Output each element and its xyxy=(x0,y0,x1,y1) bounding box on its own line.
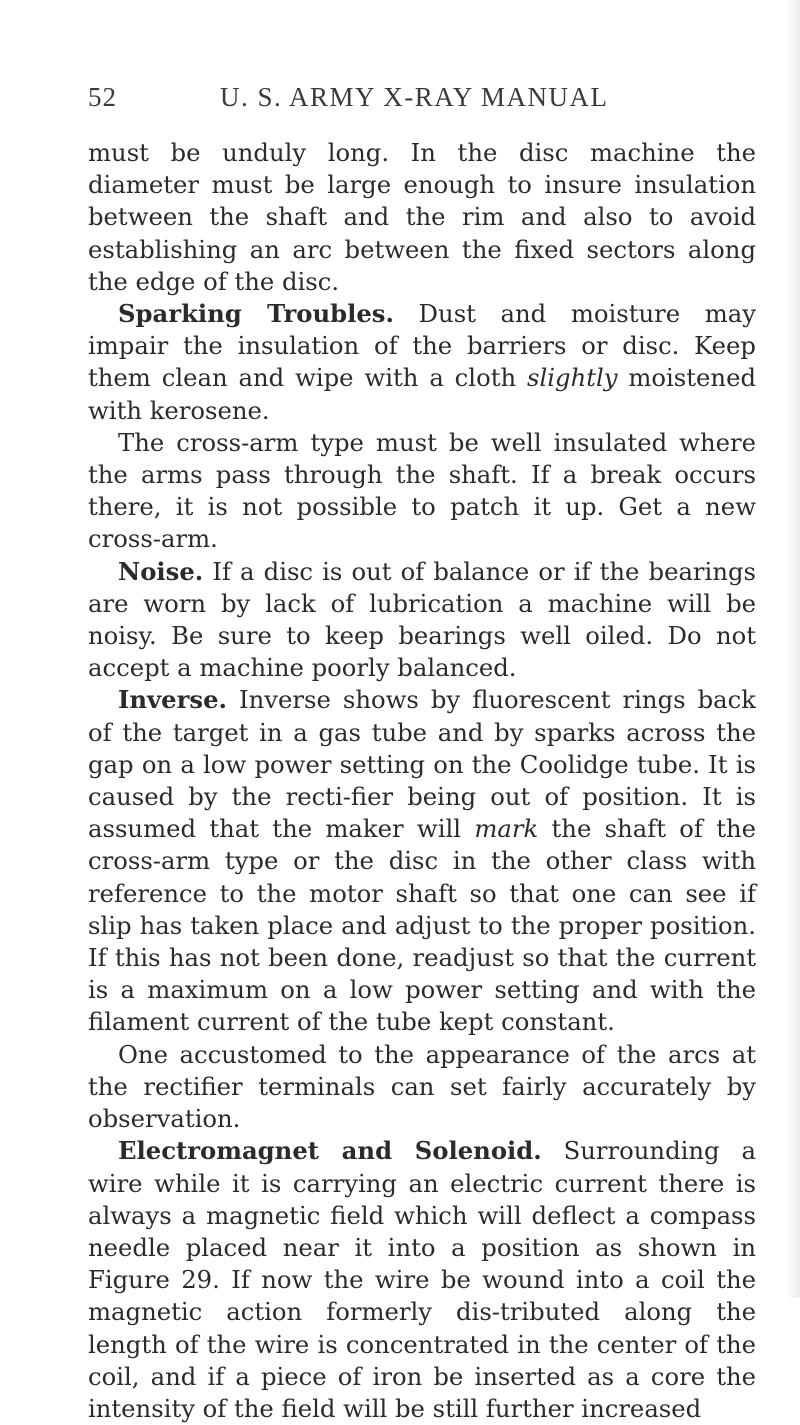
paragraph-sparking-troubles xyxy=(88,298,756,427)
page-number: 52 xyxy=(88,82,117,112)
paragraph-4-text: If a disc is out of balance or if the bearings are worn by lack of lubrication a machine will be noisy. Be sure to keep bearings well oiled. Do not accept a machine poorly balanced. xyxy=(88,556,756,683)
paragraph-observation xyxy=(88,1039,756,1136)
heading-electromagnet: Electromagnet and Solenoid. xyxy=(118,1136,542,1166)
paragraph-1-text: must be unduly long. In the disc machine the diameter must be large enough to insure insulation between the shaft and the rim and also to avoid establishing an arc between the fixed sectors along the edge of the disc. xyxy=(88,138,756,296)
paragraph-5-italic: mark xyxy=(474,814,539,844)
paragraph-2-text-b: moistened with kerosene. xyxy=(88,363,756,425)
paragraph-3-text: The cross-arm type must be well insulated where the arms pass through the shaft. If a break occurs there, it is not possible to patch it up. Get a new cross-arm. xyxy=(88,427,756,554)
running-header xyxy=(88,82,755,116)
heading-noise: Noise. xyxy=(118,556,204,586)
heading-sparking-troubles: Sparking Troubles. xyxy=(118,299,394,329)
paragraph-5-text-b: the shaft of the cross-arm type or the disc in the other class with reference to the motor shaft so that one can see if slip has taken place and adjust to the proper position. If this has not been done, readjust so that the current is a maximum on a low power setting and with the filament current of the tube kept constant. xyxy=(88,814,756,1037)
running-title: U. S. ARMY X-RAY MANUAL xyxy=(220,82,609,112)
paragraph-1 xyxy=(88,137,756,298)
paragraph-2-italic: slightly xyxy=(527,363,618,393)
paragraph-electromagnet xyxy=(88,1135,756,1425)
heading-inverse: Inverse. xyxy=(118,685,228,715)
paragraph-2-text-a: Dust and moisture may impair the insulation of the barriers or disc. Keep them clean and wipe with a cloth xyxy=(88,299,756,393)
paragraph-6-text: One accustomed to the appearance of the arcs at the rectifier terminals can set fairly accurately by observation. xyxy=(88,1039,756,1134)
body-text xyxy=(88,137,756,1425)
paragraph-7-text: Surrounding a wire while it is carrying an electric current there is always a magnetic field which will deflect a compass needle placed near it into a position as shown in Figure 29. If now the wire be wound into a coil the magnetic action formerly dis-tributed along the length of the wire is concentrated in the center of the coil, and if a piece of iron be inserted as a core the intensity of the field will be still further increased xyxy=(88,1136,757,1423)
paragraph-inverse xyxy=(88,684,756,1038)
page-edge-shadow xyxy=(786,0,800,1298)
paragraph-cross-arm xyxy=(88,427,756,556)
paragraph-5-text-a: Inverse shows by fluorescent rings back of the target in a gas tube and by sparks across the gap on a low power setting on the Coolidge tube. It is caused by the recti-fier being out of position. It is assumed that the maker will xyxy=(88,685,756,844)
paragraph-noise xyxy=(88,556,756,685)
